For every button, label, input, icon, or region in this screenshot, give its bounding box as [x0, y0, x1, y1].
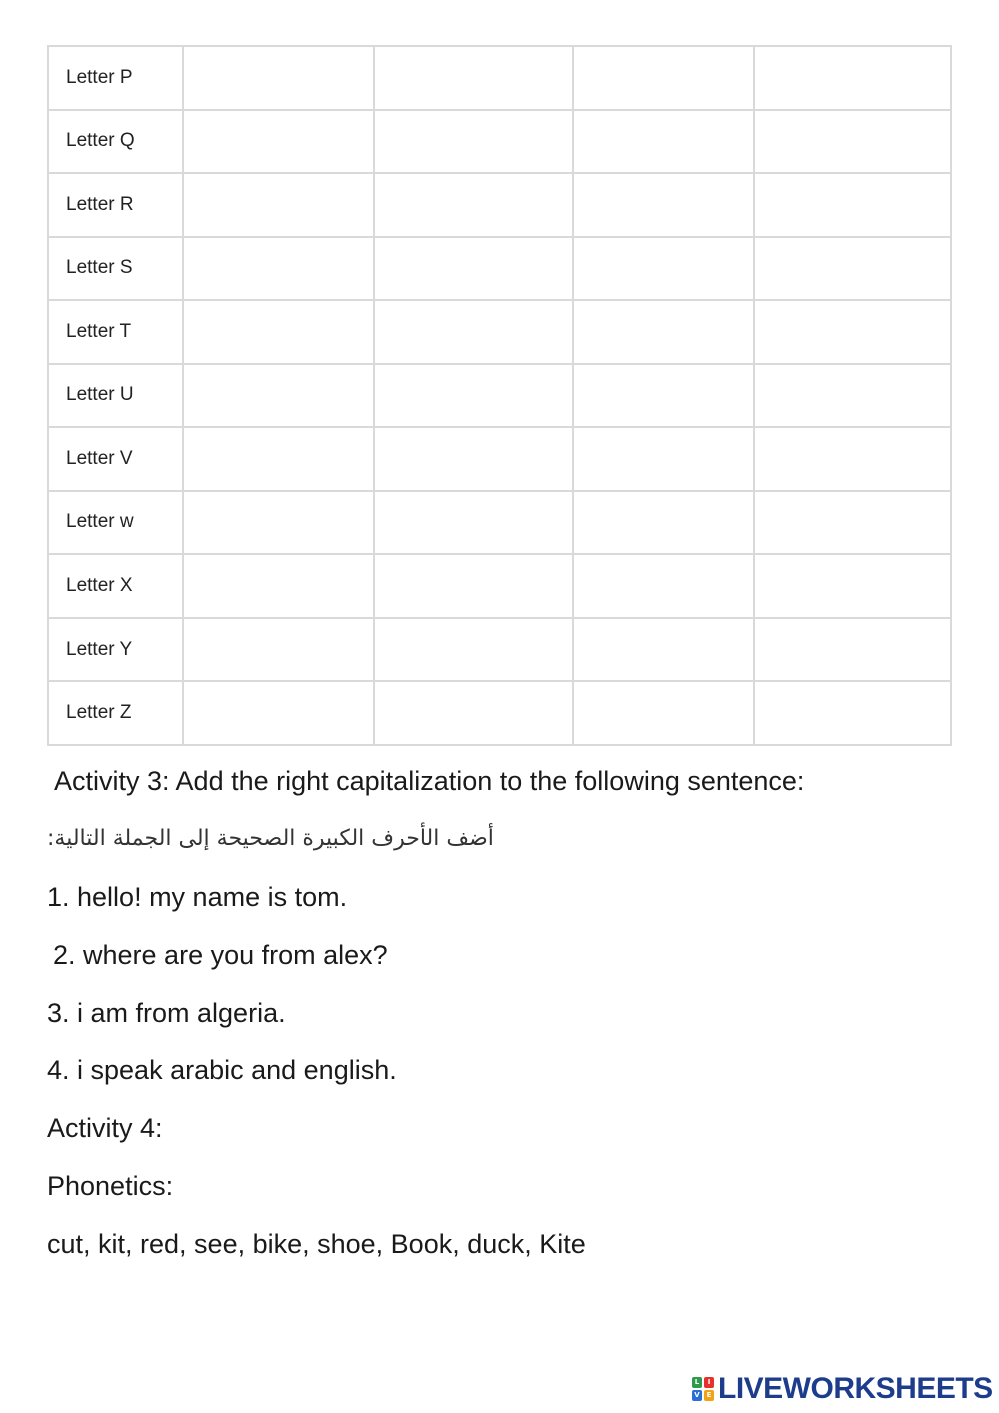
answer-cell[interactable]	[754, 491, 951, 555]
answer-cell[interactable]	[183, 618, 374, 682]
answer-cell[interactable]	[183, 491, 374, 555]
letters-table	[47, 45, 952, 746]
table-row	[48, 364, 951, 428]
answer-cell[interactable]	[754, 110, 951, 174]
row-label: Letter Z	[48, 681, 183, 745]
table-row	[48, 110, 951, 174]
answer-cell[interactable]	[374, 427, 573, 491]
table-row	[48, 173, 951, 237]
answer-cell[interactable]	[573, 46, 754, 110]
answer-cell[interactable]	[573, 491, 754, 555]
answer-cell[interactable]	[374, 618, 573, 682]
logo-tile-v: V	[692, 1390, 702, 1401]
liveworksheets-logo-icon	[692, 1377, 714, 1401]
activity4-title: Activity 4:	[47, 1113, 163, 1143]
row-label: Letter S	[48, 237, 183, 301]
table-row	[48, 681, 951, 745]
row-label: Letter V	[48, 427, 183, 491]
answer-cell[interactable]	[183, 300, 374, 364]
table-row	[48, 491, 951, 555]
answer-cell[interactable]	[374, 110, 573, 174]
answer-cell[interactable]	[183, 554, 374, 618]
row-label: Letter Y	[48, 618, 183, 682]
answer-cell[interactable]	[183, 681, 374, 745]
answer-cell[interactable]	[754, 46, 951, 110]
answer-cell[interactable]	[183, 237, 374, 301]
answer-cell[interactable]	[183, 364, 374, 428]
answer-cell[interactable]	[374, 300, 573, 364]
answer-cell[interactable]	[573, 554, 754, 618]
answer-cell[interactable]	[754, 427, 951, 491]
logo-tile-l: L	[692, 1377, 702, 1388]
row-label: Letter R	[48, 173, 183, 237]
table-row	[48, 427, 951, 491]
answer-cell[interactable]	[183, 110, 374, 174]
logo-tile-i: I	[704, 1377, 714, 1388]
answer-cell[interactable]	[374, 237, 573, 301]
liveworksheets-logo[interactable]	[692, 1372, 993, 1406]
answer-cell[interactable]	[374, 681, 573, 745]
row-label: Letter w	[48, 491, 183, 555]
answer-cell[interactable]	[374, 364, 573, 428]
answer-cell[interactable]	[573, 364, 754, 428]
answer-cell[interactable]	[374, 554, 573, 618]
logo-tile-e: E	[704, 1390, 714, 1401]
answer-cell[interactable]	[573, 173, 754, 237]
answer-cell[interactable]	[573, 110, 754, 174]
answer-cell[interactable]	[573, 427, 754, 491]
phonetics-words: cut, kit, red, see, bike, shoe, Book, duck, Kite	[47, 1229, 586, 1259]
answer-cell[interactable]	[374, 46, 573, 110]
answer-cell[interactable]	[573, 681, 754, 745]
answer-cell[interactable]	[754, 237, 951, 301]
answer-cell[interactable]	[754, 173, 951, 237]
sentence-4: 4. i speak arabic and english.	[47, 1055, 397, 1085]
row-label: Letter T	[48, 300, 183, 364]
answer-cell[interactable]	[183, 427, 374, 491]
table-row	[48, 618, 951, 682]
row-label: Letter U	[48, 364, 183, 428]
row-label: Letter P	[48, 46, 183, 110]
table-row	[48, 237, 951, 301]
answer-cell[interactable]	[573, 618, 754, 682]
answer-cell[interactable]	[754, 554, 951, 618]
liveworksheets-logo-text: LIVEWORKSHEETS	[718, 1372, 993, 1405]
letters-table-body	[48, 46, 951, 745]
sentence-3: 3. i am from algeria.	[47, 998, 286, 1028]
table-row	[48, 46, 951, 110]
answer-cell[interactable]	[183, 173, 374, 237]
answer-cell[interactable]	[374, 173, 573, 237]
answer-cell[interactable]	[573, 300, 754, 364]
activity3-title: Activity 3: Add the right capitalization to the following sentence:	[54, 766, 805, 796]
answer-cell[interactable]	[183, 46, 374, 110]
answer-cell[interactable]	[754, 300, 951, 364]
row-label: Letter Q	[48, 110, 183, 174]
answer-cell[interactable]	[374, 491, 573, 555]
row-label: Letter X	[48, 554, 183, 618]
activity3-arabic-instruction: أضف الأحرف الكبيرة الصحيحة إلى الجملة التالية:	[47, 826, 494, 851]
table-row	[48, 554, 951, 618]
answer-cell[interactable]	[573, 237, 754, 301]
answer-cell[interactable]	[754, 618, 951, 682]
table-row	[48, 300, 951, 364]
sentence-2: 2. where are you from alex?	[53, 940, 388, 970]
sentence-1: 1. hello! my name is tom.	[47, 882, 348, 912]
answer-cell[interactable]	[754, 681, 951, 745]
activity4-subtitle: Phonetics:	[47, 1171, 174, 1201]
answer-cell[interactable]	[754, 364, 951, 428]
